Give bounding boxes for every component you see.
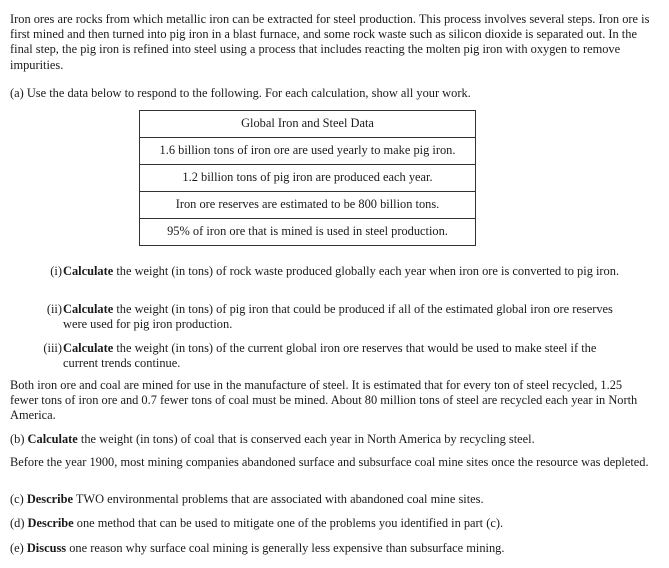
table-cell: 95% of iron ore that is mined is used in steel production.: [140, 219, 476, 246]
task-verb: Calculate: [27, 432, 78, 446]
part-label: (c): [10, 492, 27, 506]
table-title-row: [140, 111, 476, 138]
table-cell: 1.2 billion tons of pig iron are produced each year.: [140, 165, 476, 192]
subpart-body: the weight (in tons) of pig iron that could be produced if all of the estimated global iron ore reserves were used for pig iron production.: [63, 302, 613, 332]
part-label: (d): [10, 516, 28, 530]
part-label: (b): [10, 432, 28, 446]
global-iron-steel-data-table: [139, 110, 476, 246]
table-cell: 1.6 billion tons of iron ore are used yearly to make pig iron.: [140, 138, 476, 165]
table-row: [140, 138, 476, 165]
subpart-text: [63, 341, 633, 371]
part-e-prompt: [10, 541, 650, 556]
subpart-number: (i): [50, 264, 62, 278]
abandoned-mines-paragraph: Before the year 1900, most mining companies abandoned surface and subsurface coal mine sites once the resource was depleted.: [10, 455, 649, 469]
subpart-text: [63, 302, 633, 332]
part-label: (e): [10, 541, 27, 555]
part-b-prompt: [10, 432, 650, 447]
part-a-prompt: (a) Use the data below to respond to the following. For each calculation, show all your work.: [10, 86, 471, 100]
part-c-prompt: [10, 492, 650, 507]
task-verb: Calculate: [63, 302, 114, 316]
subpart-text: [63, 264, 633, 279]
task-verb: Describe: [27, 516, 74, 530]
subpart-body: the weight (in tons) of the current global iron ore reserves that would be used to make steel if the current trends continue.: [63, 341, 597, 371]
intro-paragraph: Iron ores are rocks from which metallic iron can be extracted for steel production. This process involves several steps. Iron ore is first mined and then turned into pig iron in a blast furnace, and some rock waste such as silicon dioxide is separated out. In the final step, the pig iron is refined into steel using a process that includes reacting the molten pig iron with oxygen to remove impurities.: [10, 12, 650, 72]
part-body: one method that can be used to mitigate one of the problems you identified in part (c).: [73, 516, 504, 530]
task-verb: Calculate: [63, 341, 114, 355]
part-d-prompt: [10, 516, 650, 531]
part-body: TWO environmental problems that are associated with abandoned coal mine sites.: [72, 492, 484, 506]
subpart-number: (iii): [43, 341, 62, 355]
subpart-body: the weight (in tons) of rock waste produced globally each year when iron ore is converted to pig iron.: [113, 264, 620, 278]
subpart-number: (ii): [46, 302, 62, 316]
table-row: [140, 165, 476, 192]
part-body: the weight (in tons) of coal that is conserved each year in North America by recycling steel.: [77, 432, 535, 446]
table-title: Global Iron and Steel Data: [140, 111, 476, 138]
table-cell: Iron ore reserves are estimated to be 800 billion tons.: [140, 192, 476, 219]
table-row: [140, 192, 476, 219]
table-row: [140, 219, 476, 246]
part-body: one reason why surface coal mining is generally less expensive than subsurface mining.: [66, 541, 505, 555]
task-verb: Discuss: [26, 541, 67, 555]
task-verb: Describe: [26, 492, 73, 506]
task-verb: Calculate: [63, 264, 114, 278]
recycling-paragraph: Both iron ore and coal are mined for use in the manufacture of steel. It is estimated that for every ton of steel recycled, 1.25 fewer tons of iron ore and 0.7 fewer tons of coal must be mined. About 80 million tons of steel are recycled each year in North America.: [10, 378, 638, 423]
